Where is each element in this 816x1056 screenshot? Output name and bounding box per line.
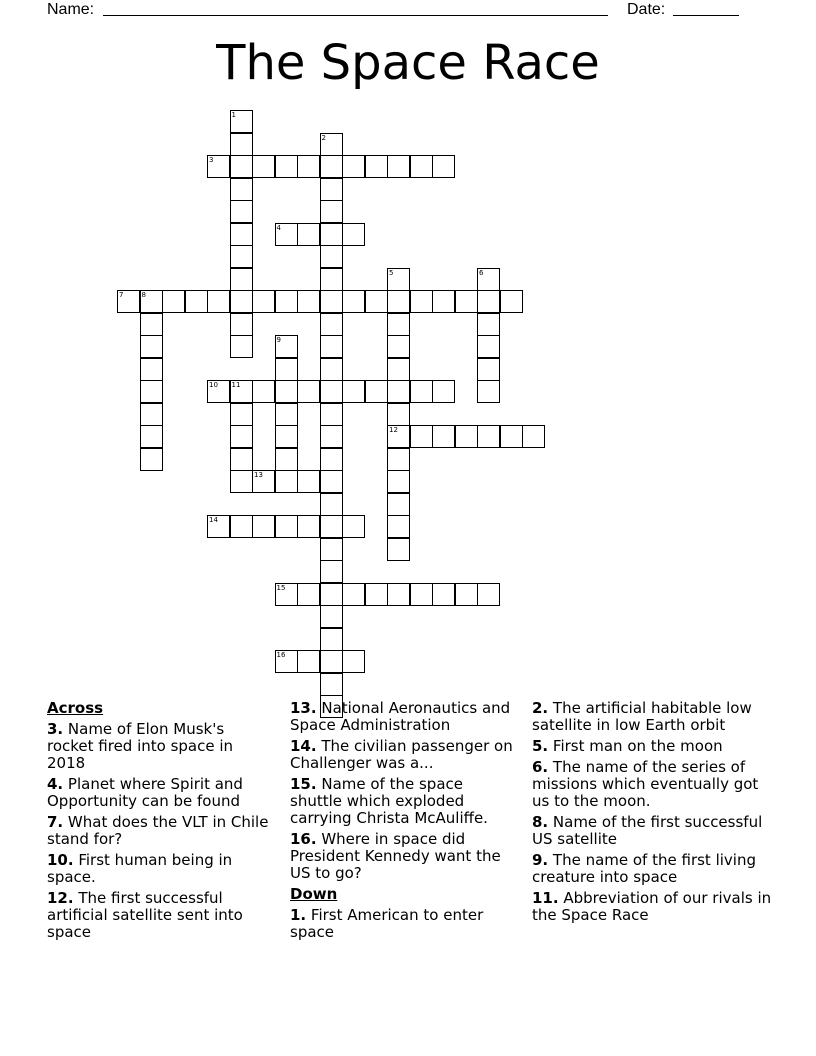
crossword-cell[interactable] (500, 290, 523, 313)
clue-across-15: 15. Name of the space shuttle which exploded carrying Christa McAuliffe. (290, 775, 488, 827)
crossword-cell[interactable] (432, 155, 455, 178)
crossword-cell[interactable] (297, 515, 320, 538)
clue-down-9: 9. The name of the first living creature into space (532, 851, 756, 886)
crossword-cell[interactable] (275, 403, 298, 426)
crossword-cell[interactable] (387, 155, 410, 178)
crossword-cell[interactable] (477, 358, 500, 381)
crossword-cell[interactable] (387, 335, 410, 358)
crossword-cell[interactable] (342, 380, 365, 403)
crossword-cell[interactable] (320, 673, 343, 696)
crossword-cell[interactable] (275, 335, 298, 358)
down-heading: Down (290, 885, 338, 903)
crossword-cell[interactable] (320, 335, 343, 358)
crossword-cell[interactable] (320, 538, 343, 561)
crossword-cell[interactable] (297, 650, 320, 673)
crossword-cell[interactable] (162, 290, 185, 313)
crossword-cell[interactable] (230, 448, 253, 471)
crossword-cell[interactable] (365, 583, 388, 606)
crossword-cell[interactable] (230, 470, 253, 493)
crossword-cell[interactable] (320, 178, 343, 201)
crossword-cell[interactable] (207, 155, 230, 178)
crossword-cell[interactable] (455, 425, 478, 448)
crossword-cell[interactable] (500, 425, 523, 448)
crossword-cell[interactable] (207, 515, 230, 538)
crossword-cell[interactable] (387, 583, 410, 606)
crossword-cell[interactable] (230, 245, 253, 268)
crossword-cell[interactable] (230, 200, 253, 223)
crossword-cell[interactable] (275, 448, 298, 471)
crossword-cell[interactable] (230, 403, 253, 426)
date-label: Date: (627, 1, 666, 18)
crossword-cell[interactable] (477, 290, 500, 313)
crossword-cell[interactable] (320, 448, 343, 471)
crossword-cell[interactable] (252, 155, 275, 178)
crossword-cell[interactable] (410, 425, 433, 448)
crossword-cell[interactable] (387, 403, 410, 426)
crossword-cell[interactable] (230, 313, 253, 336)
crossword-cell[interactable] (477, 335, 500, 358)
crossword-cell[interactable] (342, 223, 365, 246)
crossword-cell[interactable] (477, 380, 500, 403)
crossword-cell[interactable] (320, 245, 343, 268)
crossword-cell[interactable] (230, 290, 253, 313)
crossword-cell[interactable] (387, 425, 410, 448)
crossword-cell[interactable] (275, 223, 298, 246)
crossword-cell[interactable] (275, 290, 298, 313)
crossword-cell[interactable] (387, 358, 410, 381)
crossword-cell[interactable] (252, 380, 275, 403)
clue-number: 3 (209, 156, 214, 164)
crossword-cell[interactable] (320, 583, 343, 606)
crossword-cell[interactable] (455, 583, 478, 606)
crossword-cell[interactable] (297, 155, 320, 178)
crossword-cell[interactable] (140, 403, 163, 426)
crossword-cell[interactable] (320, 470, 343, 493)
clue-down-8: 8. Name of the first successful US satellite (532, 813, 763, 848)
crossword-cell[interactable] (230, 178, 253, 201)
crossword-cell[interactable] (387, 268, 410, 291)
crossword-cell[interactable] (140, 290, 163, 313)
crossword-cell[interactable] (387, 538, 410, 561)
crossword-cell[interactable] (140, 313, 163, 336)
crossword-cell[interactable] (297, 380, 320, 403)
crossword-cell[interactable] (365, 380, 388, 403)
clue-down-5: 5. First man on the moon (532, 737, 723, 755)
crossword-cell[interactable] (387, 515, 410, 538)
crossword-cell[interactable] (522, 425, 545, 448)
crossword-cell[interactable] (365, 155, 388, 178)
crossword-cell[interactable] (342, 290, 365, 313)
clue-number: 12 (389, 426, 398, 434)
crossword-cell[interactable] (320, 268, 343, 291)
crossword-cell[interactable] (387, 470, 410, 493)
crossword-cell[interactable] (342, 515, 365, 538)
crossword-cell[interactable] (477, 425, 500, 448)
clue-across-16: 16. Where in space did President Kennedy want the US to go? (290, 830, 501, 882)
crossword-cell[interactable] (207, 290, 230, 313)
crossword-cell[interactable] (387, 290, 410, 313)
crossword-cell[interactable] (410, 290, 433, 313)
clue-number: 1 (231, 111, 236, 119)
crossword-cell[interactable] (252, 290, 275, 313)
crossword-cell[interactable] (140, 358, 163, 381)
clue-number: 4 (276, 223, 281, 232)
crossword-cell[interactable] (320, 200, 343, 223)
clue-down-6: 6. The name of the series of missions which eventually got us to the moon. (532, 758, 759, 810)
crossword-cell[interactable] (432, 380, 455, 403)
clue-number: 7 (119, 291, 124, 299)
crossword-cell[interactable] (320, 133, 343, 156)
crossword-cell[interactable] (342, 155, 365, 178)
crossword-cell[interactable] (230, 425, 253, 448)
crossword-cell[interactable] (477, 268, 500, 291)
crossword-cell[interactable] (297, 470, 320, 493)
crossword-cell[interactable] (320, 628, 343, 651)
page-title: The Space Race (216, 35, 600, 91)
crossword-cell[interactable] (320, 425, 343, 448)
crossword-cell[interactable] (320, 290, 343, 313)
clue-across-14: 14. The civilian passenger on Challenger was a... (290, 737, 513, 772)
crossword-cell[interactable] (387, 380, 410, 403)
clue-number: 14 (209, 516, 218, 524)
clues-column-2 (290, 700, 515, 945)
name-label: Name: (47, 1, 95, 18)
crossword-cell[interactable] (275, 425, 298, 448)
crossword-cell[interactable] (342, 650, 365, 673)
crossword-cell[interactable] (275, 358, 298, 381)
crossword-cell[interactable] (230, 380, 253, 403)
crossword-cell[interactable] (252, 515, 275, 538)
crossword-cell[interactable] (207, 380, 230, 403)
crossword-cell[interactable] (410, 583, 433, 606)
clue-across-12: 12. The first successful artificial satellite sent into space (47, 889, 243, 941)
crossword-cell[interactable] (275, 470, 298, 493)
crossword-cell[interactable] (230, 268, 253, 291)
crossword-cell[interactable] (432, 290, 455, 313)
crossword-cell[interactable] (297, 583, 320, 606)
clue-number: 6 (479, 268, 484, 277)
crossword-cell[interactable] (320, 313, 343, 336)
crossword-cell[interactable] (140, 448, 163, 471)
crossword-cell[interactable] (320, 403, 343, 426)
clue-number: 8 (141, 291, 146, 299)
clue-number: 13 (254, 471, 263, 479)
clue-across-13: 13. National Aeronautics and Space Administration (290, 699, 511, 734)
crossword-cell[interactable] (275, 155, 298, 178)
crossword-cell[interactable] (230, 110, 253, 133)
crossword-cell[interactable] (477, 313, 500, 336)
crossword-cell[interactable] (275, 380, 298, 403)
clue-number: 10 (209, 381, 218, 389)
crossword-cell[interactable] (387, 313, 410, 336)
crossword-cell[interactable] (342, 583, 365, 606)
crossword-cell[interactable] (320, 493, 343, 516)
crossword-cell[interactable] (230, 133, 253, 156)
crossword-cell[interactable] (365, 290, 388, 313)
crossword-cell[interactable] (320, 560, 343, 583)
across-heading: Across (47, 699, 104, 717)
crossword-cell[interactable] (432, 583, 455, 606)
clue-number: 11 (231, 381, 241, 389)
clue-across-10: 10. First human being in space. (47, 851, 233, 886)
crossword-cell[interactable] (275, 515, 298, 538)
clue-number: 16 (276, 651, 286, 659)
crossword-cell[interactable] (320, 380, 343, 403)
crossword-cell[interactable] (320, 223, 343, 246)
crossword-cell[interactable] (117, 290, 140, 313)
clue-down-1: 1. First American to enter space (290, 906, 484, 941)
crossword-cell[interactable] (320, 358, 343, 381)
crossword-cell[interactable] (477, 583, 500, 606)
crossword-cell[interactable] (455, 290, 478, 313)
clue-down-11: 11. Abbreviation of our rivals in the Space Race (532, 889, 772, 924)
crossword-cell[interactable] (297, 223, 320, 246)
crossword-cell[interactable] (320, 605, 343, 628)
crossword-cell[interactable] (230, 515, 253, 538)
clue-number: 5 (389, 268, 394, 277)
crossword-cell[interactable] (432, 425, 455, 448)
clue-across-7: 7. What does the VLT in Chile stand for? (47, 813, 269, 848)
crossword-cell[interactable] (275, 583, 298, 606)
crossword-cell[interactable] (140, 335, 163, 358)
crossword-cell[interactable] (185, 290, 208, 313)
clue-across-4: 4. Planet where Spirit and Opportunity can be found (47, 775, 243, 810)
crossword-cell[interactable] (387, 493, 410, 516)
crossword-cell[interactable] (230, 335, 253, 358)
crossword-cell[interactable] (320, 155, 343, 178)
crossword-cell[interactable] (252, 470, 275, 493)
clue-number: 2 (321, 133, 326, 142)
crossword-cell[interactable] (410, 380, 433, 403)
crossword-cell[interactable] (410, 155, 433, 178)
clue-down-2: 2. The artificial habitable low satellite in low Earth orbit (532, 699, 752, 734)
crossword-cell[interactable] (230, 223, 253, 246)
crossword-cell[interactable] (140, 380, 163, 403)
crossword-cell[interactable] (320, 515, 343, 538)
clue-across-3: 3. Name of Elon Musk's rocket fired into space in 2018 (47, 720, 234, 772)
crossword-cell[interactable] (140, 425, 163, 448)
clue-number: 15 (276, 583, 286, 592)
crossword-cell[interactable] (297, 290, 320, 313)
clues-column-3 (532, 700, 772, 928)
crossword-cell[interactable] (230, 155, 253, 178)
crossword-cell[interactable] (320, 650, 343, 673)
crossword-cell[interactable] (275, 650, 298, 673)
clue-number: 9 (276, 336, 281, 344)
clues-column-1 (47, 700, 272, 945)
crossword-cell[interactable] (387, 448, 410, 471)
